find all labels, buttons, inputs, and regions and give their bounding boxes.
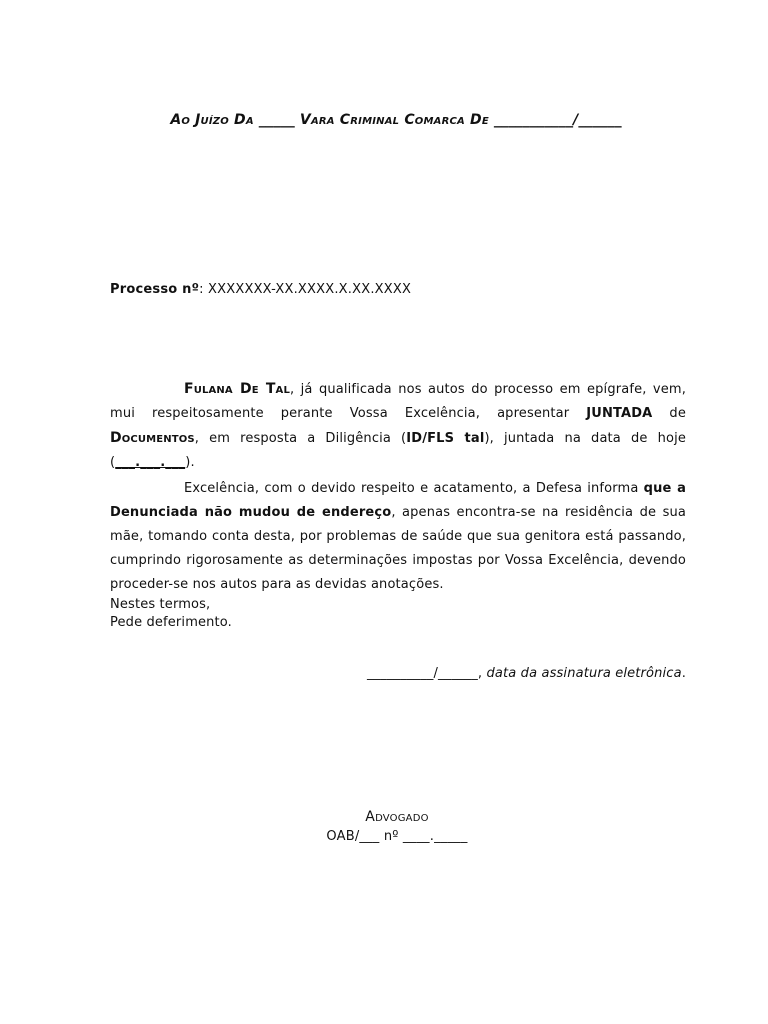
closing-block [110,596,232,632]
signer-oab: OAB/___ nº ____._____ [326,829,468,844]
paragraph1-text-5: ). [185,455,195,470]
closing-line-2: Pede deferimento. [110,615,232,630]
paragraph2-text-2: , apenas encontra-se na residência de sua mãe, tomando conta desta, por problemas de saúde que sua genitora está passando, cumprindo rigorosamente as determinações impostas por Vossa Excelência, devendo proceder-se nos autos para as devidas anotações. [110,505,686,592]
signer-block [0,808,768,846]
date-blank: ___.___.___ [115,455,186,470]
process-separator: : [199,282,204,297]
party-name: Fulana De Tal [184,381,290,397]
signature-date-line [367,666,686,681]
signature-date-text: data da assinatura eletrônica [486,666,682,681]
paragraph2-highlight: que a Denunciada não mudou de endereço [110,481,686,520]
signature-date-end: . [681,666,686,681]
paragraph-defense-info [110,477,686,597]
paragraph1-text-4: ), juntada na data de hoje ( [110,431,686,470]
process-label: Processo nº [110,282,200,297]
paragraph1-text-1: , já qualificada nos autos do processo em epígrafe, vem, mui respeitosamente perante Vossa Excelência, apresentar [110,382,686,421]
documentos-keyword: Documentos [110,430,195,446]
paragraph2-text-1: Excelência, com o devido respeito e acatamento, a Defesa informa [184,481,644,496]
court-heading: Ao Juízo Da _____ Vara Criminal Comarca De ___________/______ [170,112,622,128]
process-number: XXXXXXX-XX.XXXX.X.XX.XXXX [203,282,412,297]
signature-date-blank: __________/______, [367,666,487,681]
closing-line-1: Nestes termos, [110,597,211,612]
signer-role: Advogado [365,809,429,825]
juntada-keyword: JUNTADA [586,406,653,421]
paragraph1-text-3: , em resposta a Diligência ( [194,431,407,446]
diligence-id: ID/FLS tal [406,431,485,446]
process-number-line [110,282,411,297]
paragraph-juntada [110,377,686,475]
paragraph1-text-2: de [652,406,686,421]
